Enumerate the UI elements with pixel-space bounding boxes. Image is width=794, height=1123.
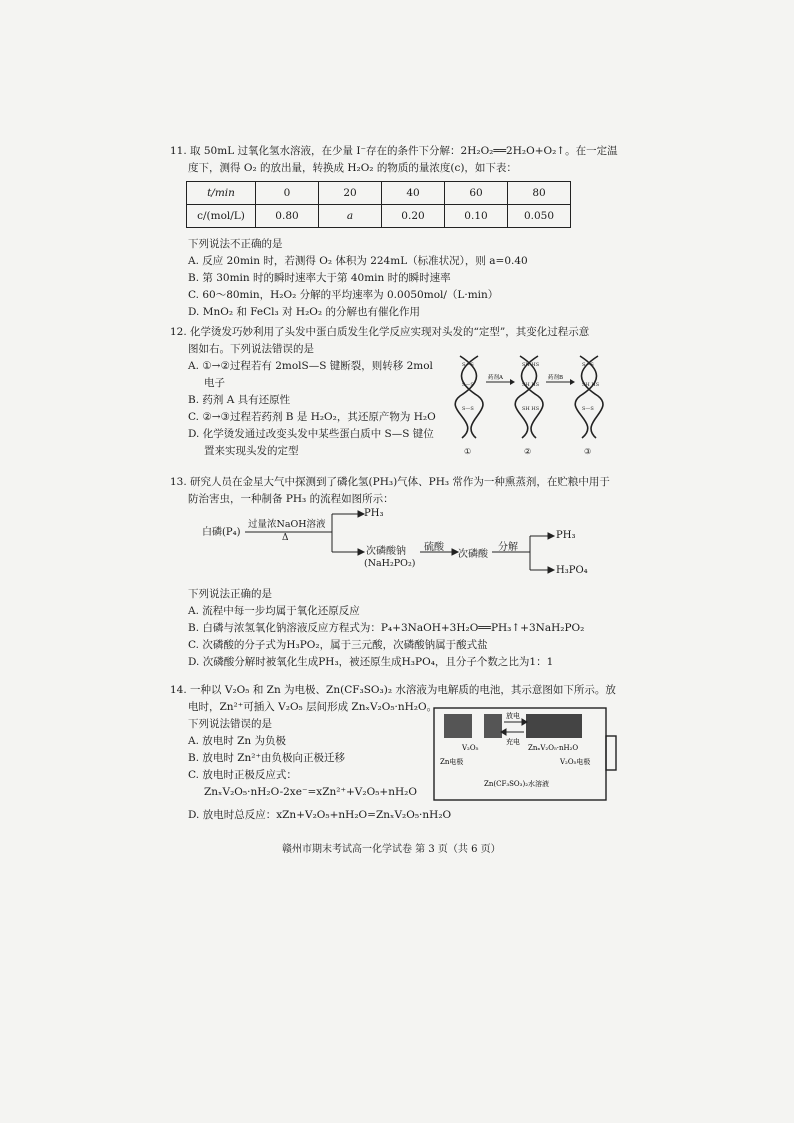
- flow-arrows: [240, 508, 560, 580]
- ss-bond-label: S—S: [462, 362, 474, 368]
- table-cell: 0.10: [445, 205, 508, 228]
- discharge-label: 放电: [506, 712, 520, 720]
- product-label: ZnₓV₂O₅·nH₂O: [528, 744, 579, 752]
- arrow-agent-b: [546, 373, 575, 385]
- question-13: [170, 474, 620, 508]
- state-label-2: ②: [524, 447, 532, 456]
- state-label-3: ③: [584, 447, 592, 456]
- v2o5-layer-block: [444, 714, 472, 738]
- q14-stem-line1: 14. 一种以 V₂O₅ 和 Zn 为电极、Zn(CF₃SO₃)₂ 水溶液为电解质的电池，其示意图如下所示。放: [170, 684, 616, 696]
- q12-stem-line2: 图如右。下列说法错误的是: [188, 343, 314, 355]
- q11-prompt: 下列说法不正确的是: [188, 238, 283, 250]
- flow-start: 白磷(P₄): [202, 527, 241, 538]
- table-cell: 0: [256, 182, 319, 205]
- q12-hair-figure: [452, 352, 622, 460]
- flow-step-decompose: 分解: [498, 542, 518, 553]
- q13-option-d: D. 次磷酸分解时被氧化生成PH₃，被还原生成H₃PO₄，且分子个数之比为1：1: [188, 656, 554, 668]
- table-cell: t/min: [187, 182, 256, 205]
- question-11: [170, 143, 640, 177]
- helix-3: [575, 356, 603, 438]
- flow-condition-top: 过量浓NaOH溶液: [248, 519, 326, 530]
- q12-option-d: D. 化学烫发通过改变头发中某些蛋白质中 S—S 键位: [188, 428, 434, 440]
- v2o5-layer-block: [484, 714, 502, 738]
- q11-data-table: [186, 181, 571, 228]
- table-row: [187, 205, 571, 228]
- table-cell: 0.80: [256, 205, 319, 228]
- page-footer: 赣州市期末考试高一化学试卷 第 3 页（共 6 页）: [282, 844, 501, 855]
- ss-bond-label: S—S: [462, 382, 474, 388]
- q13-option-a: A. 流程中每一步均属于氧化还原反应: [188, 605, 360, 617]
- flow-reagent-sulfuric: 硫酸: [424, 542, 444, 553]
- v2o5-label: V₂O₅: [462, 744, 479, 752]
- zn-electrode-label: Zn电极: [440, 758, 464, 766]
- q14-option-b: B. 放电时 Zn²⁺由负极向正极迁移: [188, 752, 346, 764]
- q12-option-d-cont: 置来实现头发的定型: [204, 445, 299, 457]
- v2o5-electrode-label: V₂O₅电极: [560, 758, 591, 766]
- ss-bond-label: S—S: [582, 406, 594, 412]
- q14-stem-line2: 电时，Zn²⁺可插入 V₂O₅ 层间形成 ZnₓV₂O₅·nH₂O。: [188, 701, 438, 713]
- q14-option-a: A. 放电时 Zn 为负极: [188, 735, 286, 747]
- q11-option-c: C. 60～80min，H₂O₂ 分解的平均速率为 0.0050mol/（L·min）: [188, 289, 499, 301]
- q11-option-a: A. 反应 20min 时，若测得 O₂ 体积为 224mL（标准状况），则 a=0.40: [188, 255, 528, 267]
- table-cell: 0.050: [508, 205, 571, 228]
- q12-stem-line1: 12. 化学烫发巧妙利用了头发中蛋白质发生化学反应实现对头发的“定型”，其变化过程示意: [170, 326, 590, 338]
- flow-mid-hypophosphorous-acid: 次磷酸: [458, 549, 488, 560]
- table-cell: a: [319, 205, 382, 228]
- q13-prompt: 下列说法正确的是: [188, 588, 272, 600]
- table-cell: 20: [319, 182, 382, 205]
- sh-bond-label: SH HS: [522, 382, 540, 388]
- flow-mid-sodium-hypophosphite: 次磷酸钠: [366, 546, 406, 557]
- zn-v2o5-layer-block: [526, 714, 582, 738]
- table-cell: c/(mol/L): [187, 205, 256, 228]
- q11-option-d: D. MnO₂ 和 FeCl₃ 对 H₂O₂ 的分解也有催化作用: [188, 306, 420, 318]
- flow-condition-bottom: Δ: [282, 533, 289, 543]
- helix-1: [455, 356, 483, 438]
- arrow-agent-a: [486, 373, 515, 385]
- q11-option-b: B. 第 30min 时的瞬时速率大于第 40min 时的瞬时速率: [188, 272, 451, 284]
- q13-stem-line1: 13. 研究人员在金星大气中探测到了磷化氢(PH₃)气体、PH₃ 常作为一种熏蒸剂，在贮粮中用于: [170, 476, 610, 488]
- q12-option-a: A. ①→②过程若有 2molS—S 键断裂，则转移 2mol: [188, 360, 433, 372]
- agent-b-label: 药剂B: [548, 375, 564, 381]
- helix-2: [515, 356, 543, 438]
- battery-terminal: [606, 736, 616, 770]
- q11-stem-line2: 度下，测得 O₂ 的放出量，转换成 H₂O₂ 的物质的量浓度(c)，如下表：: [188, 162, 517, 174]
- table-cell: 40: [382, 182, 445, 205]
- q12-option-a-cont: 电子: [204, 377, 225, 389]
- q13-options: [170, 586, 620, 671]
- flow-product-h3po4: H₃PO₄: [556, 565, 588, 576]
- ss-bond-label: S—S: [582, 362, 594, 368]
- q12-option-b: B. 药剂 A 具有还原性: [188, 394, 291, 406]
- q14-prompt: 下列说法错误的是: [188, 718, 272, 730]
- q13-stem-line2: 防治害虫，一种制备 PH₃ 的流程如图所示：: [188, 493, 394, 505]
- table-cell: 0.20: [382, 205, 445, 228]
- sh-bond-label: SH HS: [522, 362, 540, 368]
- sh-bond-label: SH HS: [522, 406, 540, 412]
- ss-bond-label: S—S: [462, 406, 474, 412]
- electrolyte-label: Zn(CF₃SO₃)₂水溶液: [484, 780, 549, 788]
- q14-option-c: C. 放电时正极反应式：: [188, 769, 297, 781]
- state-label-1: ①: [464, 447, 472, 456]
- table-row: [187, 182, 571, 205]
- q14-option-c-cont: ZnₓV₂O₅·nH₂O-2xe⁻=xZn²⁺+V₂O₅+nH₂O: [204, 786, 417, 798]
- q13-option-b: B. 白磷与浓氢氧化钠溶液反应方程式为：P₄+3NaOH+3H₂O══PH₃↑+3NaH₂PO₂: [188, 622, 585, 634]
- agent-a-label: 药剂A: [488, 375, 503, 381]
- q11-stem-line1: 11. 取 50mL 过氧化氢水溶液，在少量 I⁻存在的条件下分解：2H₂O₂══2H₂O+O₂↑。在一定温: [170, 145, 618, 157]
- q14-option-d: D. 放电时总反应：xZn+V₂O₅+nH₂O=ZnₓV₂O₅·nH₂O: [188, 809, 452, 821]
- q14-battery-figure: [432, 706, 618, 804]
- q12-option-c: C. ②→③过程若药剂 B 是 H₂O₂，其还原产物为 H₂O: [188, 411, 436, 423]
- flow-mid-formula: (NaH₂PO₂): [364, 558, 416, 569]
- table-cell: 60: [445, 182, 508, 205]
- q13-option-c: C. 次磷酸的分子式为H₃PO₂，属于三元酸，次磷酸钠属于酸式盐: [188, 639, 488, 651]
- table-cell: 80: [508, 182, 571, 205]
- sh-bond-label: SH HS: [582, 382, 600, 388]
- flow-product-ph3-1: PH₃: [364, 508, 384, 519]
- flow-product-ph3-2: PH₃: [556, 530, 576, 541]
- charge-label: 充电: [506, 738, 520, 746]
- q11-options: [170, 236, 620, 321]
